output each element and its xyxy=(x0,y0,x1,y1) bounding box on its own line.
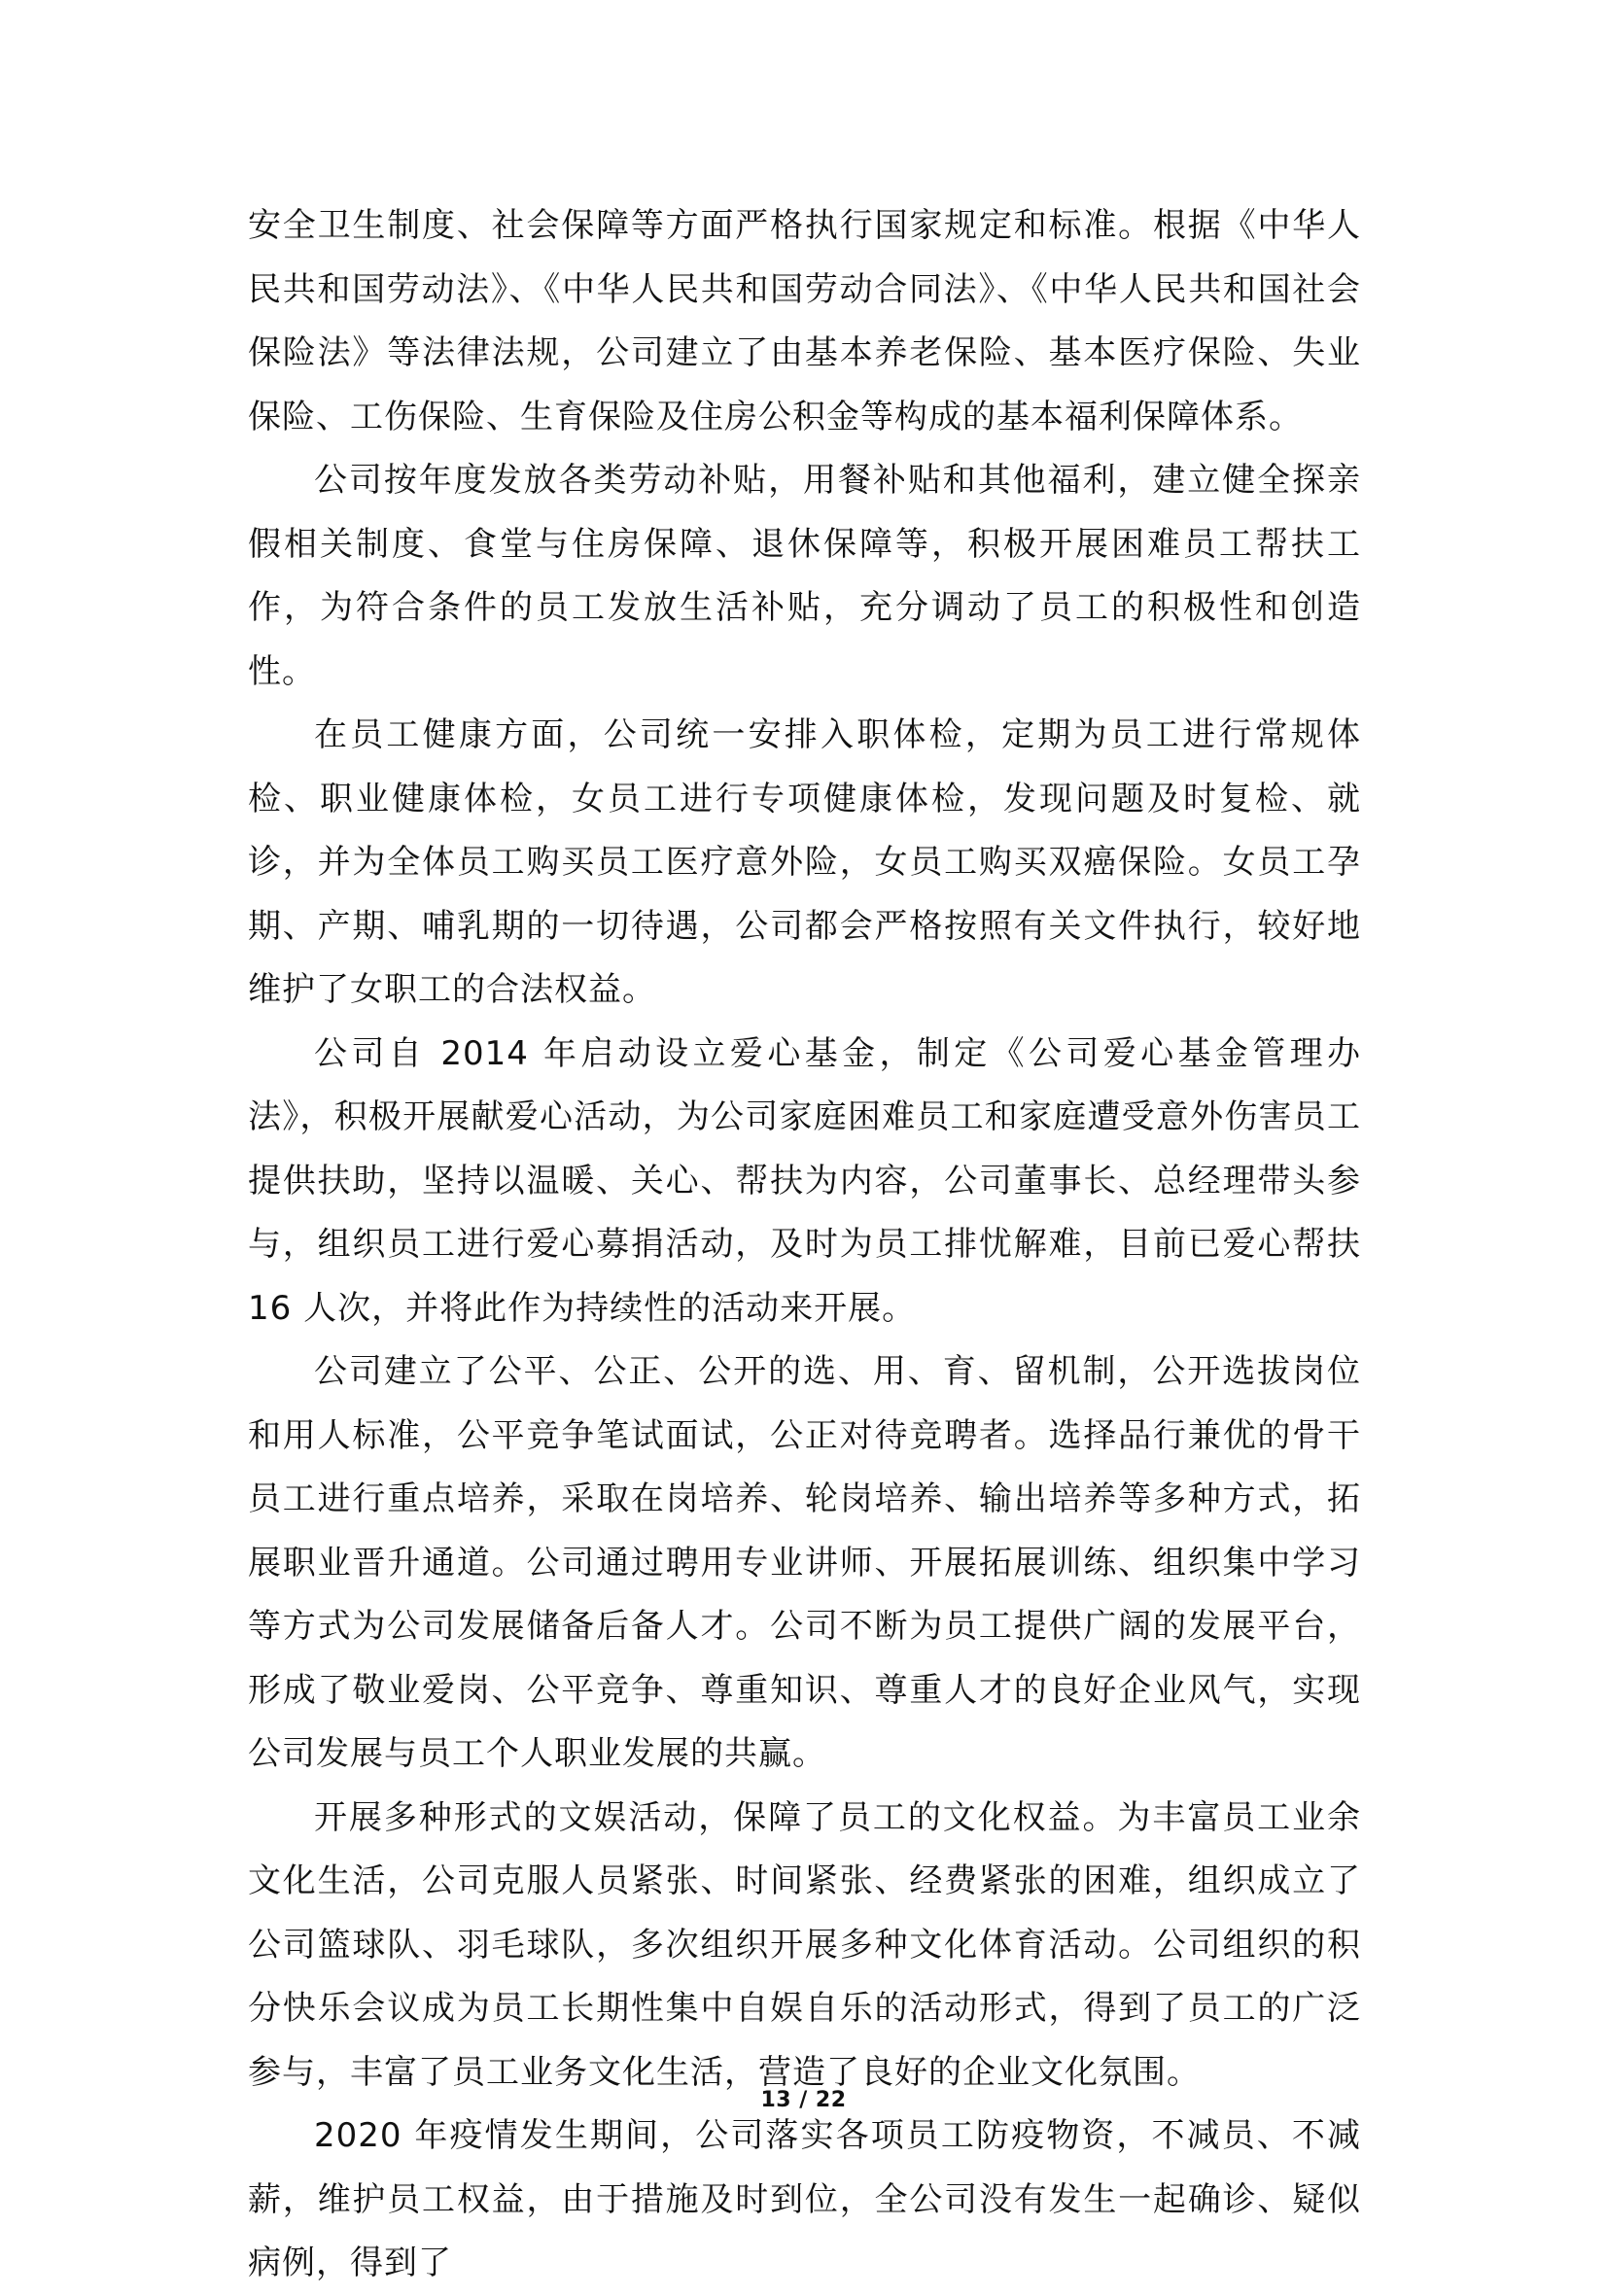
paragraph-health: 在员工健康方面，公司统一安排入职体检，定期为员工进行常规体检、职业健康体检，女员工进行专项健康体检，发现问题及时复检、就诊，并为全体员工购买员工医疗意外险，女员工购买双癌保险。女员工孕期、产期、哺乳期的一切待遇，公司都会严格按照有关文件执行，较好地维护了女职工的合法权益。 xyxy=(248,715,1361,1009)
paragraph-charity-fund: 公司自 2014 年启动设立爱心基金，制定《公司爱心基金管理办法》，积极开展献爱心活动，为公司家庭困难员工和家庭遭受意外伤害员工提供扶助，坚持以温暖、关心、帮扶为内容，公司董事长、总经理带头参与，组织员工进行爱心募捐活动，及时为员工排忧解难，目前已爱心帮扶 16 人次，并将此作为持续性的活动来开展。 xyxy=(248,1033,1361,1328)
paragraph-epidemic: 2020 年疫情发生期间，公司落实各项员工防疫物资，不减员、不减薪，维护员工权益，由于措施及时到位，全公司没有发生一起确诊、疑似病例，得到了 xyxy=(248,2116,1361,2282)
paragraph-cultural-activities: 开展多种形式的文娱活动，保障了员工的文化权益。为丰富员工业余文化生活，公司克服人员紧张、时间紧张、经费紧张的困难，组织成立了公司篮球队、羽毛球队，多次组织开展多种文化体育活动。公司组织的积分快乐会议成为员工长期性集中自娱自乐的活动形式，得到了员工的广泛参与，丰富了员工业务文化生活，营造了良好的企业文化氛围。 xyxy=(248,1797,1361,2092)
paragraph-subsidies: 公司按年度发放各类劳动补贴，用餐补贴和其他福利，建立健全探亲假相关制度、食堂与住房保障、退休保障等，积极开展困难员工帮扶工作，为符合条件的员工发放生活补贴，充分调动了员工的积极性和创造性。 xyxy=(248,461,1361,691)
body-text xyxy=(248,194,1361,2296)
page-number: 13 / 22 xyxy=(760,2088,847,2112)
paragraph-career-development: 公司建立了公平、公正、公开的选、用、育、留机制，公开选拔岗位和用人标准，公平竞争笔试面试，公正对待竞聘者。选择品行兼优的骨干员工进行重点培养，采取在岗培养、轮岗培养、输出培养等多种方式，拓展职业晋升通道。公司通过聘用专业讲师、开展拓展训练、组织集中学习等方式为公司发展储备后备人才。公司不断为员工提供广阔的发展平台，形成了敬业爱岗、公平竞争、尊重知识、尊重人才的良好企业风气，实现公司发展与员工个人职业发展的共赢。 xyxy=(248,1352,1361,1773)
paragraph-welfare-system: 安全卫生制度、社会保障等方面严格执行国家规定和标准。根据《中华人民共和国劳动法》、《中华人民共和国劳动合同法》、《中华人民共和国社会保险法》等法律法规，公司建立了由基本养老保险、基本医疗保险、失业保险、工伤保险、生育保险及住房公积金等构成的基本福利保障体系。 xyxy=(248,206,1361,436)
